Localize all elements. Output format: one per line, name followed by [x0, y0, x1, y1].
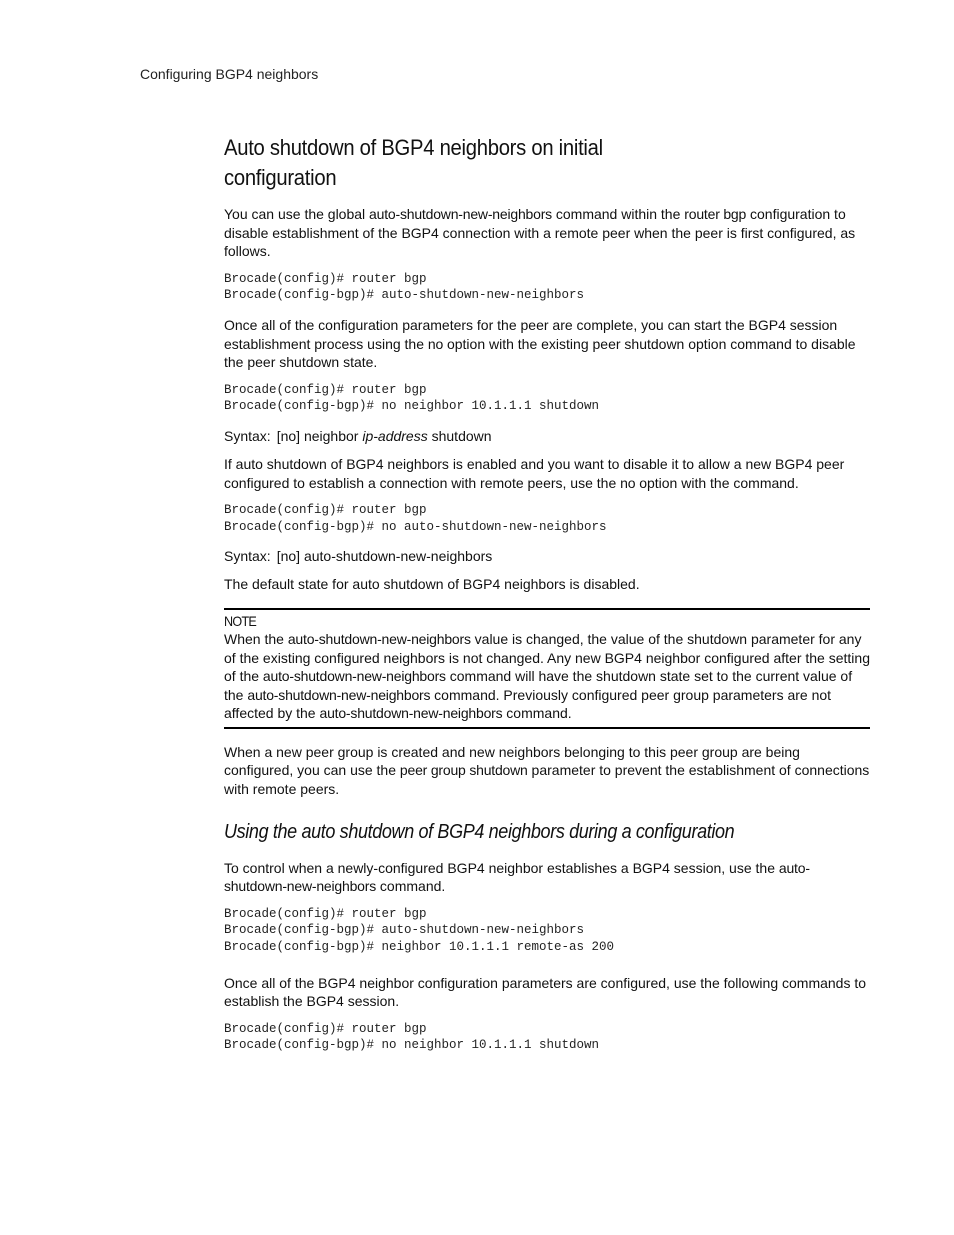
section-title: Auto shutdown of BGP4 neighbors on initial configuration: [224, 135, 603, 190]
bracket: [: [276, 427, 281, 444]
text-run: command.: [376, 878, 446, 895]
text-run: configuration to disable establishment of the BGP4 connection with a remote peer when the peer is first configured, as follows.: [224, 206, 856, 260]
spacer: [224, 809, 870, 819]
command-keyword: auto-shutdown-new-neighbors: [262, 668, 446, 685]
syntax-line: [224, 547, 870, 565]
bracket: ]: [296, 548, 304, 565]
command-keyword: auto-shutdown-new-neighbors: [287, 630, 471, 647]
command-keyword: no: [620, 474, 636, 491]
syntax-line: [224, 427, 870, 445]
text-run: parameter to prevent the establishment of connections with remote peers.: [224, 762, 870, 798]
body-paragraph: [224, 859, 870, 896]
note-text: [224, 630, 870, 723]
text-run: To control when a newly-configured BGP4 neighbor establishes a BGP4 session, use the: [224, 859, 779, 876]
text-run: option with the command.: [635, 474, 799, 491]
page-content: [224, 133, 870, 1066]
command-keyword: auto-shutdown-new-neighbors: [224, 859, 810, 895]
body-paragraph: Once all of the BGP4 neighbor configuration parameters are configured, use the following commands to establish the BGP4 session.: [224, 974, 867, 1010]
bracket: [: [276, 548, 281, 565]
text-run: You can use the global: [224, 206, 370, 222]
running-header: Configuring BGP4 neighbors: [140, 66, 319, 82]
text-run: If auto shutdown of BGP4 neighbors is enabled and you want to disable it to allow a new BGP4 peer configured to establish a connection with remote peers, use the: [224, 455, 845, 491]
body-paragraph: [224, 455, 870, 492]
bracket: ]: [296, 427, 304, 444]
command-keyword: auto-shutdown-new-neighbors: [369, 206, 552, 222]
command-keyword: peer group shutdown: [399, 762, 528, 779]
body-paragraph: [224, 316, 870, 372]
note-label: NOTE: [224, 612, 257, 629]
command-keyword: no: [427, 335, 444, 352]
intro-paragraph: [224, 205, 870, 261]
text-run: When the: [224, 630, 288, 647]
syntax-keyword: shutdown: [431, 427, 492, 444]
syntax-argument: ip-address: [362, 427, 428, 444]
code-example: Brocade(config)# router bgp Brocade(config-bgp)# no neighbor 10.1.1.1 shutdown: [224, 382, 600, 414]
syntax-keyword: no: [280, 427, 297, 444]
syntax-keyword: neighbor: [303, 427, 359, 444]
code-example: Brocade(config)# router bgp Brocade(config-bgp)# auto-shutdown-new-neighbors: [224, 271, 585, 303]
syntax-label: Syntax:: [224, 427, 271, 444]
code-example: Brocade(config)# router bgp Brocade(config-bgp)# auto-shutdown-new-neighbors Brocade(config-bgp)# neighbor 10.1.1.1 remote-as 200: [224, 906, 615, 955]
text-run: When a new peer group is created and new neighbors belonging to this peer group are being configured, you can use the: [224, 743, 800, 779]
syntax-label: Syntax:: [224, 548, 271, 565]
note-box: [224, 608, 870, 729]
code-example: Brocade(config)# router bgp Brocade(config-bgp)# no auto-shutdown-new-neighbors: [224, 503, 607, 534]
command-keyword: auto-shutdown-new-neighbors: [247, 686, 431, 703]
syntax-keyword: auto-shutdown-new-neighbors: [303, 548, 493, 565]
syntax-keyword: no: [280, 548, 297, 565]
text-run: option with the existing peer shutdown option command to disable the peer shutdown state.: [224, 335, 856, 371]
subsection-title: Using the auto shutdown of BGP4 neighbors during a configuration: [224, 820, 735, 843]
text-run: value is changed, the value of the shutdown parameter for any of the existing configured neighbors is not changed. Any new BGP4 neighbor configured after the setting of the: [224, 630, 870, 685]
body-paragraph: [224, 743, 870, 799]
command-keyword: auto-shutdown-new-neighbors: [319, 705, 503, 722]
body-paragraph: The default state for auto shutdown of BGP4 neighbors is disabled.: [224, 576, 640, 593]
code-example: Brocade(config)# router bgp Brocade(config-bgp)# no neighbor 10.1.1.1 shutdown: [224, 1021, 600, 1053]
text-run: command. Previously configured peer group parameters are not affected by the: [224, 686, 832, 722]
text-run: command.: [502, 705, 572, 722]
text-run: command will have the shutdown state set to the current value of the: [224, 668, 853, 703]
text-run: command within the: [551, 206, 685, 222]
text-run: Once all of the configuration parameters for the peer are complete, you can start the BGP4 session establishment process using the: [224, 316, 838, 352]
command-keyword: router bgp: [684, 206, 747, 222]
